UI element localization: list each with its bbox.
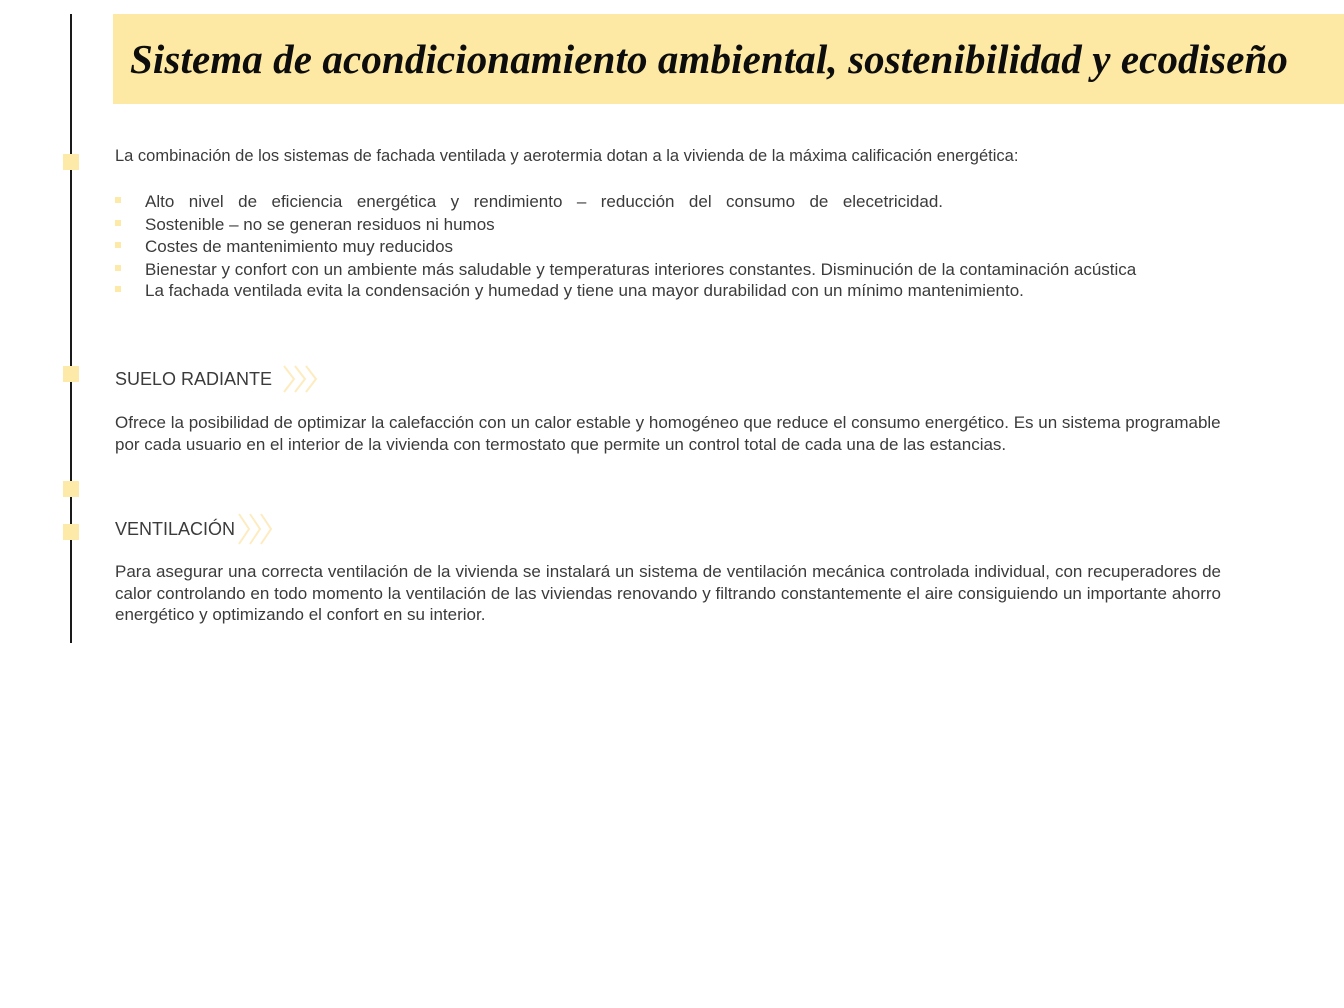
ventilacion-description: Para asegurar una correcta ventilación de la vivienda se instalará un sistema de ventilación mecánica controlada individual, con recuperadores de calor controlando en todo momento la ventilación de las viviendas renovando y filtrando constantemente el aire consiguiendo un importante ahorro energético y optimizando el confort en su interior. <box>115 562 1221 624</box>
timeline-marker-ventilacion <box>63 524 79 540</box>
page-title: Sistema de acondicionamiento ambiental, sostenibilidad y ecodiseño <box>130 36 1289 82</box>
list-item-text: Bienestar y confort con un ambiente más saludable y temperaturas interiores constantes. Disminución de la contaminación acústica <box>145 259 1137 279</box>
list-item <box>115 259 1195 280</box>
list-item <box>115 280 1195 301</box>
bullet-square-icon <box>115 286 121 292</box>
list-item-text: Costes de mantenimiento muy reducidos <box>145 236 454 256</box>
list-item <box>115 214 1195 235</box>
list-item <box>115 236 1195 257</box>
list-item-text: Sostenible – no se generan residuos ni humos <box>145 215 495 235</box>
section-heading-suelo-radiante <box>115 364 320 394</box>
timeline-marker-intro <box>63 154 79 170</box>
bullet-square-icon <box>115 242 121 248</box>
benefits-list <box>115 191 1195 301</box>
timeline-marker-spacer <box>63 481 79 497</box>
title-banner <box>113 14 1344 104</box>
list-item <box>115 191 1195 212</box>
suelo-radiante-description: Ofrece la posibilidad de optimizar la calefacción con un calor estable y homogéneo que reduce el consumo energético. Es un sistema programable por cada usuario en el interior de la vivienda con termostato que permite un control total de cada una de las estancias. <box>115 413 1221 454</box>
bullet-square-icon <box>115 265 121 271</box>
section-heading-label: VENTILACIÓN <box>115 518 236 539</box>
triple-chevron-icon <box>282 364 320 394</box>
triple-chevron-icon <box>237 514 275 544</box>
section-heading-ventilacion <box>115 514 275 544</box>
bullet-square-icon <box>115 220 121 226</box>
list-item-text: La fachada ventilada evita la condensación y humedad y tiene una mayor durabilidad con un mínimo mantenimiento. <box>145 281 1024 301</box>
bullet-square-icon <box>115 197 121 203</box>
intro-text: La combinación de los sistemas de fachada ventilada y aerotermia dotan a la vivienda de la máxima calificación energética: <box>115 147 1019 165</box>
timeline-line <box>70 14 72 643</box>
section-heading-label: SUELO RADIANTE <box>115 368 273 389</box>
timeline-marker-suelo-radiante <box>63 366 79 382</box>
list-item-text: Alto nivel de eficiencia energética y rendimiento – reducción del consumo de elecetricidad. <box>145 192 943 211</box>
